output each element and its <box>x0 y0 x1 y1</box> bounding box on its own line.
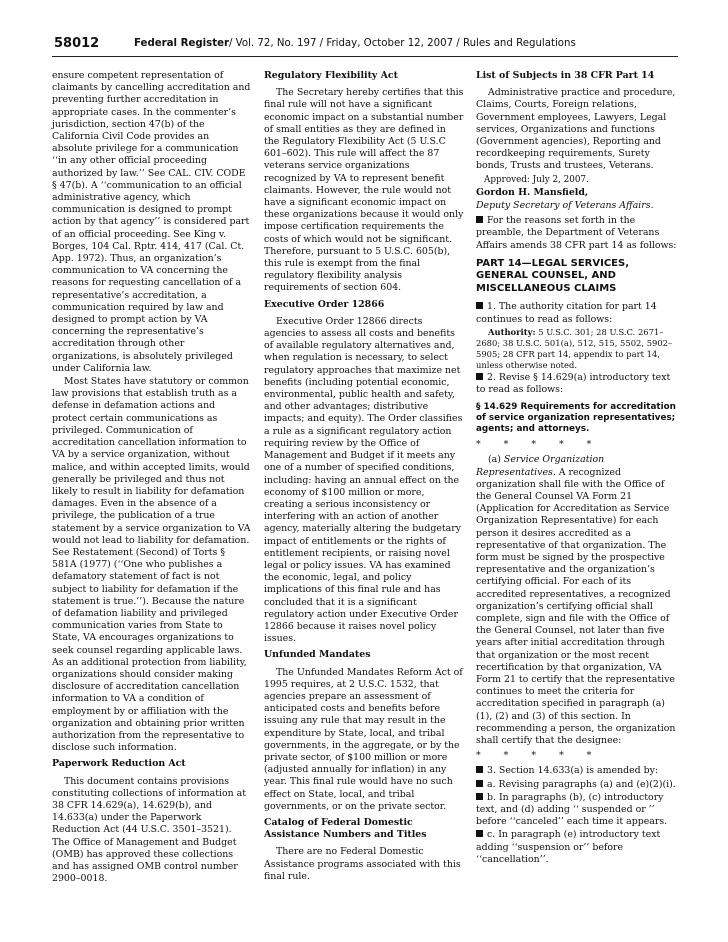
bullet-square-icon <box>476 216 483 223</box>
signer-title <box>476 200 678 212</box>
instruction-text: For the reasons set forth in the preamble, the Department of Veterans Affairs amends 38 CFR part 14 as follows: <box>476 215 677 251</box>
paragraph: There are no Federal Domestic Assistance programs associated with this final rule. <box>264 846 461 882</box>
paragraph: The Secretary hereby certifies that this final rule will not have a significant economic impact on a substantial number of small entities as they are defined in the Regulatory Flexibility Act (5 U.S.C 601–602). This rule will affect the 87 veterans service organizations recognized by VA to represent benefit claimants. However, the rule would not have a significant economic impact on these organizations because it would only impose certification requirements the costs of which would not be significant. Therefore, pursuant to 5 U.S.C. 605(b), this rule is exempt from the final regulatory flexibility analysis requirements of section 604. <box>264 87 464 294</box>
bullet-square-icon <box>476 766 483 773</box>
column-3 <box>476 70 678 867</box>
instruction-paragraph <box>476 215 678 252</box>
instruction-text: 3. Section 14.633(a) is amended by: <box>487 765 659 777</box>
instruction-text: a. Revising paragraphs (a) and (e)(2)(i). <box>487 778 676 790</box>
part-heading: PART 14—LEGAL SERVICES, GENERAL COUNSEL, AND MISCELLANEOUS CLAIMS <box>476 257 629 294</box>
paragraph: The Unfunded Mandates Reform Act of 1995 requires, at 2 U.S.C. 1532, that agencies prepare an assessment of anticipated costs and benefits before issuing any rule that may result in the expenditure by State, local, and tribal governments, in the aggregate, or by the private sector, of $100 million or more (adjusted annually for inflation) in any year. This final rule would have no such effect on State, local, and tribal governments, or on the private sector. <box>264 666 463 812</box>
paragraph-label: (a) <box>488 454 504 466</box>
publication-title: Federal Register <box>134 38 229 49</box>
section-heading-14-629: § 14.629 Requirements for accreditation of service organization representatives; agents; and attorneys. <box>476 402 676 435</box>
authority-citation <box>476 327 678 371</box>
instruction-text: 2. Revise § 14.629(a) introductory text to read as follows: <box>476 371 671 395</box>
instruction-paragraph <box>476 829 678 866</box>
bullet-square-icon <box>476 780 483 787</box>
column-2 <box>264 70 464 884</box>
instruction-paragraph <box>476 779 678 791</box>
ellipsis-stars: * * * * * <box>476 439 602 451</box>
paragraph-italic-heading: Service Organization Representatives. <box>476 454 605 478</box>
approval-date: Approved: July 2, 2007. <box>484 174 589 185</box>
instruction-paragraph <box>476 301 678 325</box>
running-head <box>134 38 576 49</box>
bullet-square-icon <box>476 830 483 837</box>
instruction-text: 1. The authority citation for part 14 continues to read as follows: <box>476 301 657 325</box>
bullet-square-icon <box>476 302 483 309</box>
bullet-square-icon <box>476 373 483 380</box>
instruction-paragraph <box>476 765 678 777</box>
paragraph-a <box>476 454 678 747</box>
instruction-text: b. In paragraphs (b), (c) introductory text, and (d) adding ‘‘ suspended or ’’ before ‘‘canceled’’ each time it appears. <box>476 791 668 828</box>
page-number: 58012 <box>54 36 100 51</box>
paragraph-body: A recognized organization shall file with the Office of the General Counsel VA Form 21 (Application for Accreditation as Service Organization Representative) for each person it desires accredited as a representative of that organization. The form must be signed by the prospective representative and the organization’s certifying official. For each of its accredited representatives, a recognized organization’s certifying official shall complete, sign and file with the Office of the General Counsel, not later than five years after initial accreditation through that organization or the most recent recertification by that organization, VA Form 21 to certify that the representative continues to meet the criteria for accreditation specified in paragraph (a)(1), (2) and (3) of this section. In recommending a person, the organization shall certify that the designee: <box>476 466 676 747</box>
section-heading-paperwork: Paperwork Reduction Act <box>52 758 186 770</box>
paragraph: This document contains provisions constituting collections of information at 38 CFR 14.629(a), 14.629(b), and 14.633(a) under the Paperwork Reduction Act (44 U.S.C. 3501–3521). The Office of Management and Budget (OMB) has approved these collections and has assigned OMB control number 2900–0018. <box>52 775 247 885</box>
section-heading-catalog: Catalog of Federal Domestic Assistance Numbers and Titles <box>264 816 427 841</box>
signer-title-text: Deputy Secretary of Veterans Affairs. <box>476 200 654 212</box>
signer-name-text: Gordon H. Mansfield, <box>476 186 589 198</box>
section-heading-subjects: List of Subjects in 38 CFR Part 14 <box>476 70 655 81</box>
authority-text: 5 U.S.C. 301; 28 U.S.C. 2671–2680; 38 U.S.C. 501(a), 512, 515, 5502, 5902–5905; 28 CFR part 14, appendix to part 14, unless otherwise noted. <box>476 326 673 370</box>
issue-info: / Vol. 72, No. 197 / Friday, October 12, 2007 / Rules and Regulations <box>229 38 576 49</box>
instruction-paragraph <box>476 792 678 829</box>
bullet-square-icon <box>476 793 483 800</box>
paragraph: Administrative practice and procedure, Claims, Courts, Foreign relations, Government employees, Lawyers, Legal services, Organizations and functions (Government agencies), Reporting and recordkeeping requirements, Surety bonds, Trusts and trustees, Veterans. <box>476 87 676 172</box>
paragraph: Most States have statutory or common law provisions that establish truth as a defense in defamation actions and protect certain communications as privileged. Communication of accreditation cancellation information to VA by a service organization, without malice, and within accepted limits, would generally be privileged and thus not likely to result in liability for defamation damages. Even in the absence of a privilege, the publication of a true statement by a service organization to VA would not lead to liability for defamation. See Restatement (Second) of Torts § 581A (1977) (‘‘One who publishes a defamatory statement of fact is not subject to liability for defamation if the statement is true.’’). Because the nature of defamation liability and privileged communication varies from State to State, VA encourages organizations to seek counsel regarding applicable laws. As an additional protection from liability, organizations should consider making disclosure of accreditation cancellation information to VA a condition of employment by or affiliation with the organization and obtaining prior written authorization from the representative to disclose such information. <box>52 376 251 754</box>
column-1 <box>52 70 252 886</box>
ellipsis-stars: * * * * * <box>476 750 602 762</box>
section-heading-unfunded: Unfunded Mandates <box>264 649 371 661</box>
section-heading-rfa: Regulatory Flexibility Act <box>264 70 398 81</box>
instruction-paragraph <box>476 372 678 396</box>
paragraph: Executive Order 12866 directs agencies to assess all costs and benefits of available regulatory alternatives and, when regulation is necessary, to select regulatory approaches that maximize net benefits (including potential economic, environmental, public health and safety, and other advantages; distributive impacts; and equity). The Order classifies a rule as a significant regulatory action requiring review by the Office of Management and Budget if it meets any one of a number of specified conditions, including: having an annual effect on the economy of $100 million or more, creating a serious inconsistency or interfering with an action of another agency, materially altering the budgetary impact of entitlements or the rights of entitlement recipients, or raising novel legal or policy issues. VA has examined the economic, legal, and policy implications of this final rule and has concluded that it is a significant regulatory action under Executive Order 12866 because it raises novel policy issues. <box>264 315 463 645</box>
authority-label: Authority: <box>488 326 536 337</box>
paragraph: ensure competent representation of claimants by cancelling accreditation and preventing further accreditation in appropriate cases. In the commenter’s jurisdiction, section 47(b) of the California Civil Code provides an absolute privilege for a communication ‘‘in any other official proceeding authorized by law.’’ See CAL. CIV. CODE § 47(b). A ‘‘communication to an official administrative agency, which communication is designed to prompt action by that agency’’ is considered part of an official proceeding. See King v. Borges, 104 Cal. Rptr. 414, 417 (Cal. Ct. App. 1972). Thus, an organization’s communication to VA concerning the reasons for requesting cancellation of a representative’s accreditation, a communication required by law and designed to prompt action by VA concerning the representative’s accreditation through other organizations, is absolutely privileged under California law. <box>52 70 251 374</box>
instruction-text: c. In paragraph (e) introductory text adding ‘‘suspension or’’ before ‘‘cancellation’’. <box>476 829 661 865</box>
section-heading-eo: Executive Order 12866 <box>264 298 385 310</box>
page-header <box>52 34 678 57</box>
signer-name <box>476 187 678 199</box>
